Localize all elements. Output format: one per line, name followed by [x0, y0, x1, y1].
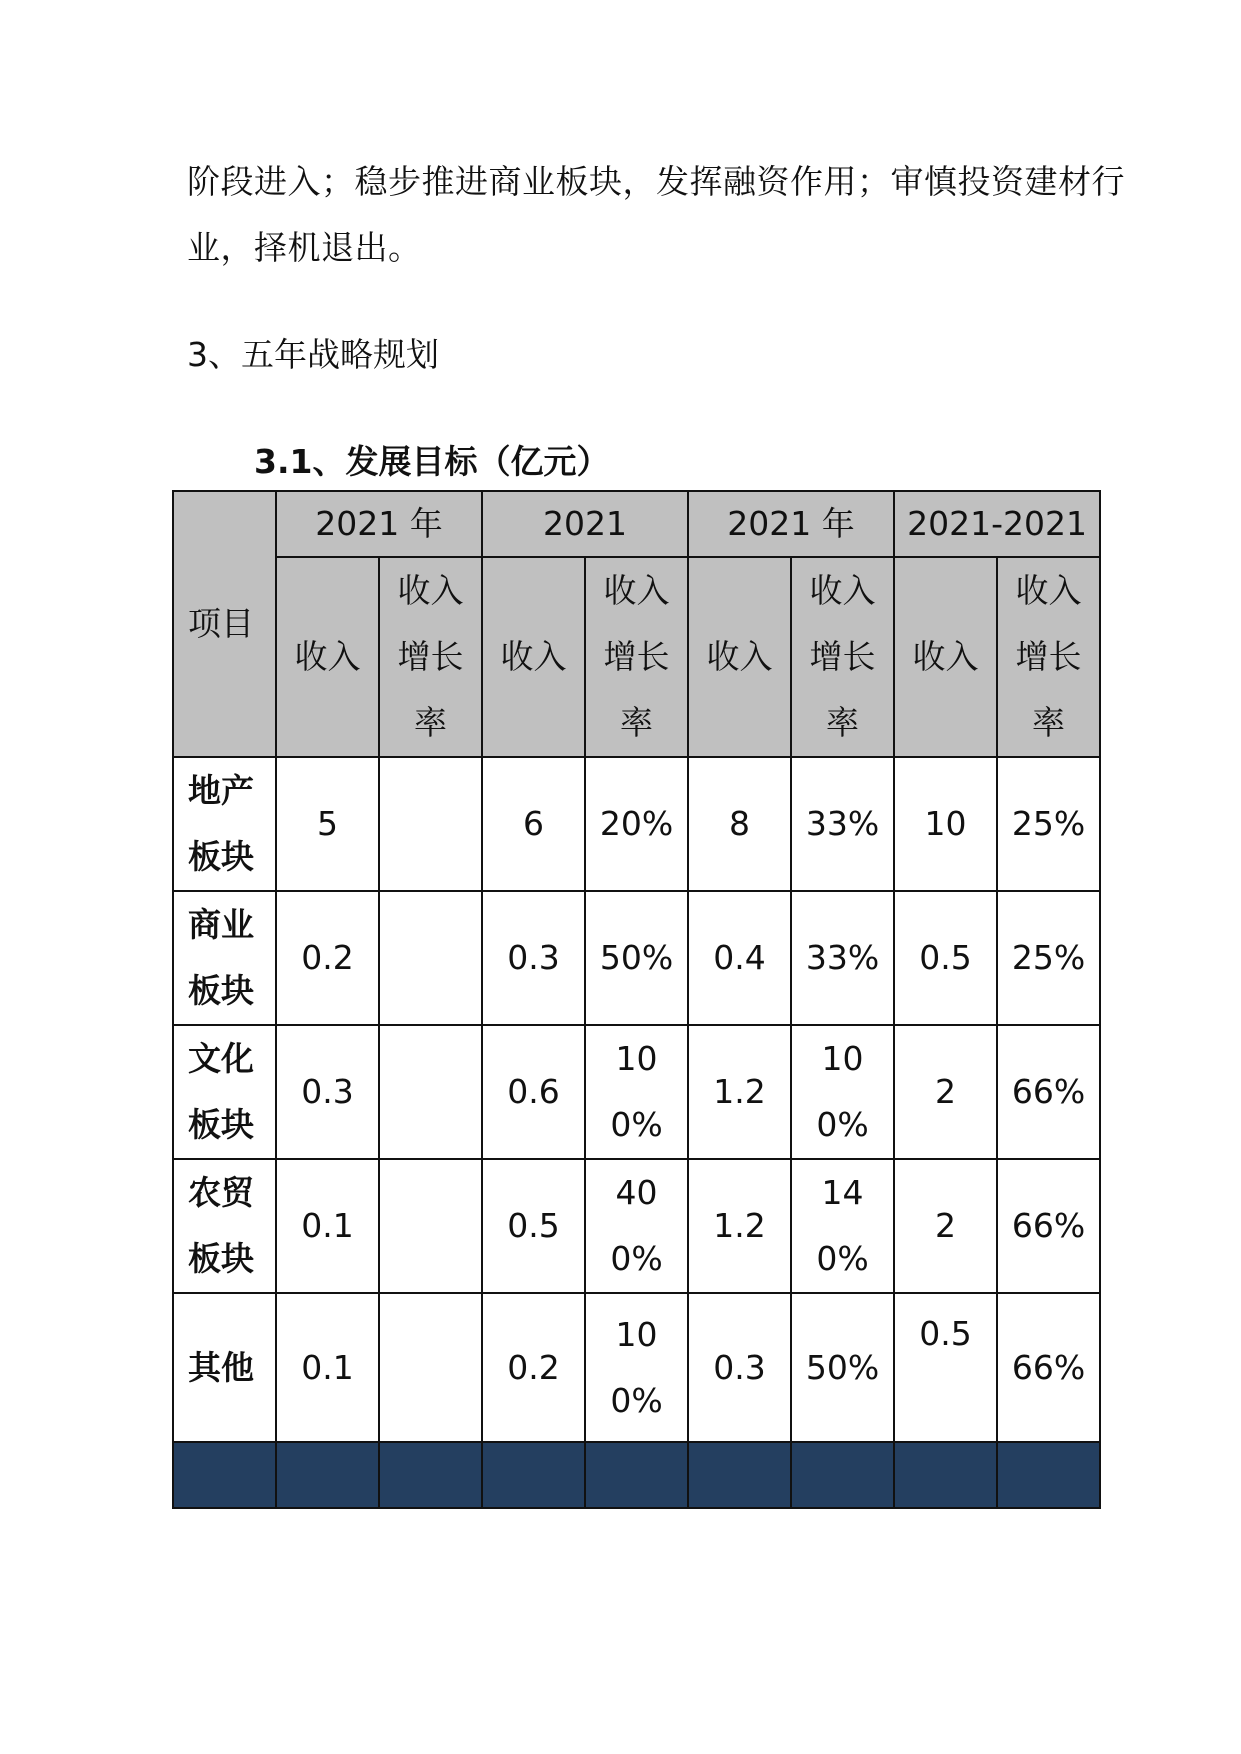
table-cell: [791, 1159, 894, 1293]
intro-line-1: 阶段进入；稳步推进商业板块，发挥融资作用；审慎投资建材行: [187, 162, 1125, 201]
table-cell: 10: [894, 757, 997, 891]
table-cell: 0.3: [276, 1025, 379, 1159]
revenue-header: 收入: [894, 557, 997, 757]
table-cell: [585, 1025, 688, 1159]
table-cell: 50%: [585, 891, 688, 1025]
row-label-text: 地产板块: [188, 771, 254, 876]
table-cell: [585, 1159, 688, 1293]
table-cell: 25%: [997, 891, 1100, 1025]
footer-cell: [997, 1442, 1100, 1508]
table-cell: 0.3: [482, 891, 585, 1025]
growth-header: [379, 557, 482, 757]
footer-cell: [482, 1442, 585, 1508]
table-cell: [379, 1159, 482, 1293]
footer-cell: [173, 1442, 276, 1508]
row-label-text: 农贸板块: [188, 1173, 254, 1278]
table-row: [173, 1293, 1100, 1442]
revenue-header: 收入: [482, 557, 585, 757]
growth-header-text: 收入增长率: [809, 571, 876, 742]
header-row-metrics: [173, 557, 1100, 757]
growth-header-text: 收入增长率: [1015, 571, 1082, 742]
table-cell: [585, 1293, 688, 1442]
intro-line-2: 业，择机退出。: [187, 228, 422, 267]
table-cell: 0.1: [276, 1293, 379, 1442]
revenue-header: 收入: [276, 557, 379, 757]
cell-text: 400%: [610, 1173, 663, 1278]
row-label: [173, 891, 276, 1025]
table-cell: 25%: [997, 757, 1100, 891]
table-cell: 50%: [791, 1293, 894, 1442]
section-title: 3、五年战略规划: [187, 335, 439, 374]
year-header: 2021: [482, 491, 688, 557]
table-cell: 1.2: [688, 1159, 791, 1293]
table-title: 3.1、发展目标（亿元）: [254, 442, 610, 481]
year-header: 2021-2021: [894, 491, 1100, 557]
table-cell: 0.5: [482, 1159, 585, 1293]
cell-text: 100%: [610, 1314, 663, 1420]
table-cell: 0.3: [688, 1293, 791, 1442]
table-cell: 5: [276, 757, 379, 891]
table-cell: [791, 1025, 894, 1159]
year-header: 2021 年: [688, 491, 894, 557]
footer-cell: [276, 1442, 379, 1508]
footer-cell: [688, 1442, 791, 1508]
table-cell: 66%: [997, 1025, 1100, 1159]
footer-cell: [791, 1442, 894, 1508]
item-header: 项目: [173, 491, 276, 757]
table-cell: 0.1: [276, 1159, 379, 1293]
table-row: [173, 757, 1100, 891]
growth-header-text: 收入增长率: [603, 571, 670, 742]
table-cell: 8: [688, 757, 791, 891]
table-footer-row: [173, 1442, 1100, 1508]
table-cell: 0.5: [894, 891, 997, 1025]
row-label-text: 文化板块: [188, 1039, 254, 1144]
revenue-header: 收入: [688, 557, 791, 757]
footer-cell: [894, 1442, 997, 1508]
table-row: [173, 891, 1100, 1025]
growth-header: [585, 557, 688, 757]
growth-header: [791, 557, 894, 757]
row-label: [173, 1025, 276, 1159]
growth-header-text: 收入增长率: [397, 571, 464, 742]
table-cell: 0.2: [276, 891, 379, 1025]
row-label: [173, 1159, 276, 1293]
table-cell: [379, 757, 482, 891]
table-cell: 1.2: [688, 1025, 791, 1159]
table-cell: 20%: [585, 757, 688, 891]
table-cell: 6: [482, 757, 585, 891]
cell-text: 140%: [816, 1173, 869, 1278]
cell-text: 100%: [816, 1039, 869, 1144]
table-cell: [379, 1025, 482, 1159]
table-cell: 0.2: [482, 1293, 585, 1442]
footer-cell: [585, 1442, 688, 1508]
year-header: 2021 年: [276, 491, 482, 557]
table-cell: 66%: [997, 1159, 1100, 1293]
cell-text: 100%: [610, 1039, 663, 1144]
footer-cell: [379, 1442, 482, 1508]
table-cell: 2: [894, 1159, 997, 1293]
table-cell: [379, 891, 482, 1025]
table-cell: 66%: [997, 1293, 1100, 1442]
row-label: [173, 757, 276, 891]
table-cell: 33%: [791, 891, 894, 1025]
table-cell: 2: [894, 1025, 997, 1159]
growth-header: [997, 557, 1100, 757]
table-row: [173, 1025, 1100, 1159]
table-cell: 0.6: [482, 1025, 585, 1159]
development-goals-table: [172, 490, 1101, 1509]
table-row: [173, 1159, 1100, 1293]
header-row-years: [173, 491, 1100, 557]
table-cell: 0.5: [894, 1293, 997, 1442]
table-cell: [379, 1293, 482, 1442]
table-cell: 0.4: [688, 891, 791, 1025]
table-cell: 33%: [791, 757, 894, 891]
row-label: 其他: [173, 1293, 276, 1442]
row-label-text: 商业板块: [188, 905, 254, 1010]
